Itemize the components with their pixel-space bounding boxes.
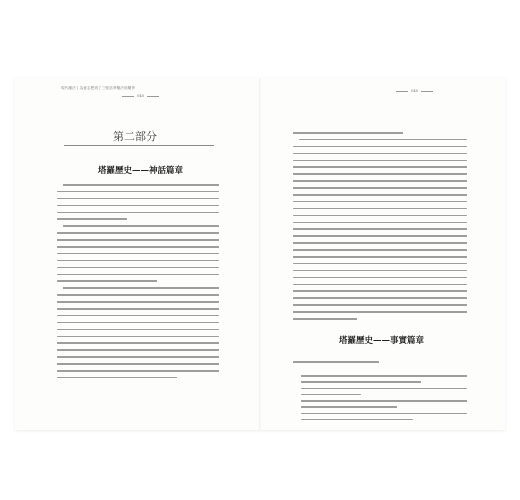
- part-title: 第二部分: [113, 130, 157, 143]
- list-item: [301, 413, 467, 421]
- body-text-left: [57, 184, 219, 384]
- part-title-rule: [64, 145, 214, 146]
- fact-list: [301, 375, 467, 425]
- book-spread: [15, 78, 505, 430]
- list-item: [301, 400, 467, 408]
- section-title-fact: 塔羅歷史——事實篇章: [339, 336, 425, 346]
- section-title-myth: 塔羅歷史——神話篇章: [98, 166, 184, 176]
- running-head: 現代魔法 | 為意志想到了三壁話爭魔法到魔爭: [61, 86, 135, 90]
- list-item: [301, 388, 467, 396]
- body-text-right: [293, 132, 467, 325]
- list-item: [301, 375, 467, 383]
- page-number: 040: [393, 88, 436, 93]
- right-page: [261, 78, 505, 430]
- intro-line: [293, 361, 467, 368]
- page-number: 040: [119, 93, 162, 98]
- left-page: [15, 78, 259, 430]
